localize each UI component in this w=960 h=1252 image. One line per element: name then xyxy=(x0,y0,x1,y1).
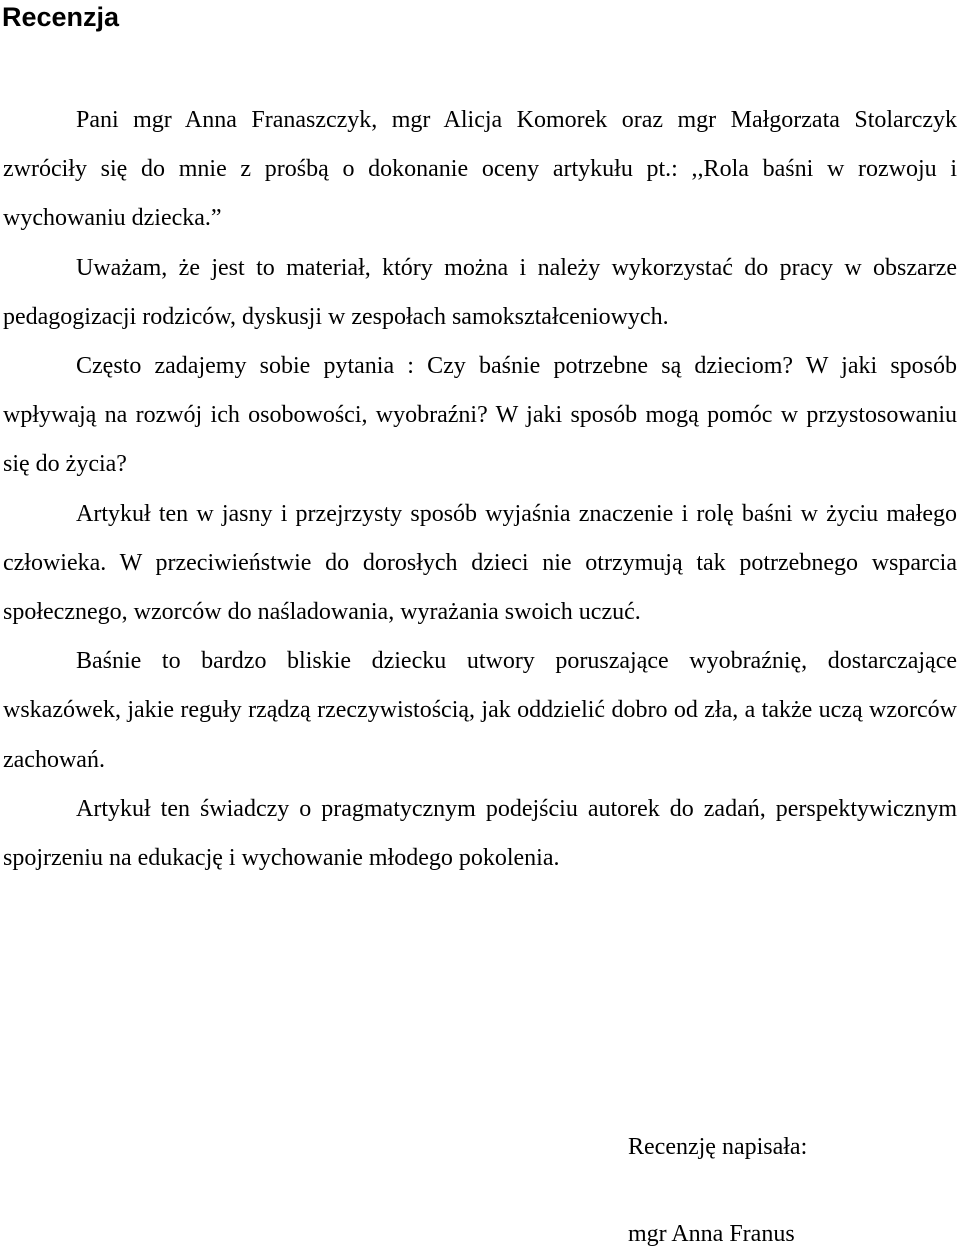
paragraph-article-role: Artykuł ten w jasny i przejrzysty sposób wyjaśnia znaczenie i rolę baśni w życiu małego człowieka. W przeciwieństwie do dorosłych dzieci nie otrzymują tak potrzebnego wsparcia społecznego, wzorców do naśladowania, wyrażania swoich uczuć. xyxy=(3,500,957,626)
signature-label: Recenzję napisała: xyxy=(628,1134,808,1160)
paragraph-assessment: Uważam, że jest to materiał, który można i należy wykorzystać do pracy w obszarze pedagogizacji rodziców, dyskusji w zespołach samokształceniowych. xyxy=(3,254,957,330)
signature-name: mgr Anna Franus xyxy=(628,1221,795,1247)
paragraph-request: Pani mgr Anna Franaszczyk, mgr Alicja Komorek oraz mgr Małgorzata Stolarczyk zwróciły się do mnie z prośbą o dokonanie oceny artykułu pt.: ,,Rola baśni w rozwoju i wychowaniu dziecka.” xyxy=(3,107,957,232)
paragraph-conclusion: Artykuł ten świadczy o pragmatycznym podejściu autorek do zadań, perspektywicznym spojrzeniu na edukację i wychowanie młodego pokolenia. xyxy=(3,795,957,872)
review-body xyxy=(3,96,957,883)
paragraph-fairy-tales: Baśnie to bardzo bliskie dziecku utwory poruszające wyobraźnię, dostarczające wskazówek, jakie reguły rządzą rzeczywistością, jak oddzielić dobro od zła, a także uczą wzorców zachowań. xyxy=(3,648,957,773)
document-title: Recenzja xyxy=(2,2,120,32)
paragraph-questions: Często zadajemy sobie pytania : Czy baśnie potrzebne są dzieciom? W jaki sposób wpływają na rozwój ich osobowości, wyobraźni? W jaki sposób mogą pomóc w przystosowaniu się do życia? xyxy=(3,353,957,478)
